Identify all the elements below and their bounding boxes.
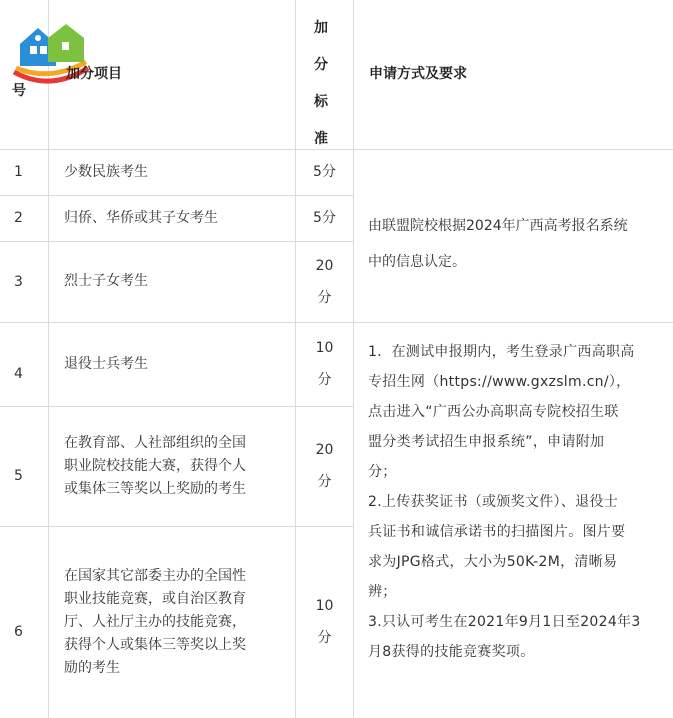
row-number: 4 [14,366,23,382]
row-item [64,207,292,230]
method-b-line: 辨； [368,584,397,600]
row-score [296,332,353,396]
row-score-line: 分 [317,630,332,646]
row-score-line: 分 [317,372,332,388]
row-number: 1 [14,164,23,180]
header-no: 号 [12,83,26,99]
grid-line [0,406,353,407]
row-number: 3 [14,273,23,290]
grid-line [0,195,353,196]
row-score [296,250,353,314]
row-item-line: 厅、人社厅主办的技能竞赛， [64,613,246,630]
grid-line [48,0,49,718]
header-score-char: 标 [314,94,328,110]
row-score-line: 20 [315,257,334,274]
method-b-line: 2.上传获奖证书（或颁奖文件）、退役士 [368,494,619,510]
row-number: 5 [14,468,23,484]
method-b-line: 月8获得的技能竞赛奖项。 [368,644,535,660]
grid-line [0,149,673,150]
row-item-line: 职业院校技能大赛，获得个人 [64,457,246,474]
row-item [64,270,292,293]
method-b-line: 专招生网（https://www.gxzslm.cn/）， [368,374,631,390]
header-score-char: 准 [314,131,328,147]
method-cell-b [368,337,668,667]
row-number: 2 [14,210,23,226]
method-b-line: 盟分类考试招生申报系统”，申请附加 [368,434,605,450]
method-b-line: 3.只认可考生在2021年9月1日至2024年3 [368,614,641,630]
row-item-line: 获得个人或集体三等奖以上奖 [64,636,246,653]
grid-line [0,526,353,527]
row-item-line: 励的考生 [64,659,120,676]
row-item-line: 或集体三等奖以上奖励的考生 [64,480,246,497]
header-score [311,10,331,158]
row-score [296,202,353,234]
row-score [296,156,353,188]
method-b-line: 分； [368,464,397,480]
row-item [64,432,292,501]
row-number: 6 [14,624,23,640]
method-b-line: 求为JPG格式，大小为50K-2M，清晰易 [368,554,618,570]
row-item-line: 归侨、华侨或其子女考生 [64,209,218,226]
row-item [64,565,292,680]
row-item-line: 烈士子女考生 [64,273,148,289]
row-score-line: 5分 [313,164,336,180]
header-item [66,63,122,86]
grid-line [0,241,353,242]
row-score-line: 10 [315,340,334,356]
method-b-line: 1．在测试申报期内，考生登录广西高职高 [368,344,635,360]
row-item-line: 在教育部、人社部组织的全国 [64,434,246,451]
row-score-line: 5分 [313,210,336,226]
row-item-line: 职业技能竞赛，或自治区教育 [64,590,246,607]
header-score-char: 加 [314,20,328,36]
method-cell-a [368,208,668,280]
row-score [296,434,353,498]
row-score-line: 分 [317,289,332,306]
method-b-line: 兵证书和诚信承诺书的扫描图片。图片要 [368,524,626,540]
row-item-line: 在国家其它部委主办的全国性 [64,567,246,584]
row-item [64,161,292,184]
row-score [296,590,353,654]
header-item-label: 加分项目 [66,66,122,82]
method-a-line: 中的信息认定。 [368,254,466,270]
header-method: 申请方式及要求 [369,66,467,82]
grid-line [353,0,354,718]
row-score-line: 10 [315,598,334,614]
method-b-line: 点击进入“广西公办高职高专院校招生联 [368,404,619,420]
row-item [64,353,292,376]
row-item-line: 退役士兵考生 [64,355,148,372]
row-score-line: 分 [317,474,332,490]
method-a-line: 由联盟院校根据2024年广西高考报名系统 [368,218,628,234]
grid-line [0,322,673,323]
row-item-line: 少数民族考生 [64,163,148,180]
header-score-char: 分 [314,57,328,73]
row-score-line: 20 [315,442,334,458]
